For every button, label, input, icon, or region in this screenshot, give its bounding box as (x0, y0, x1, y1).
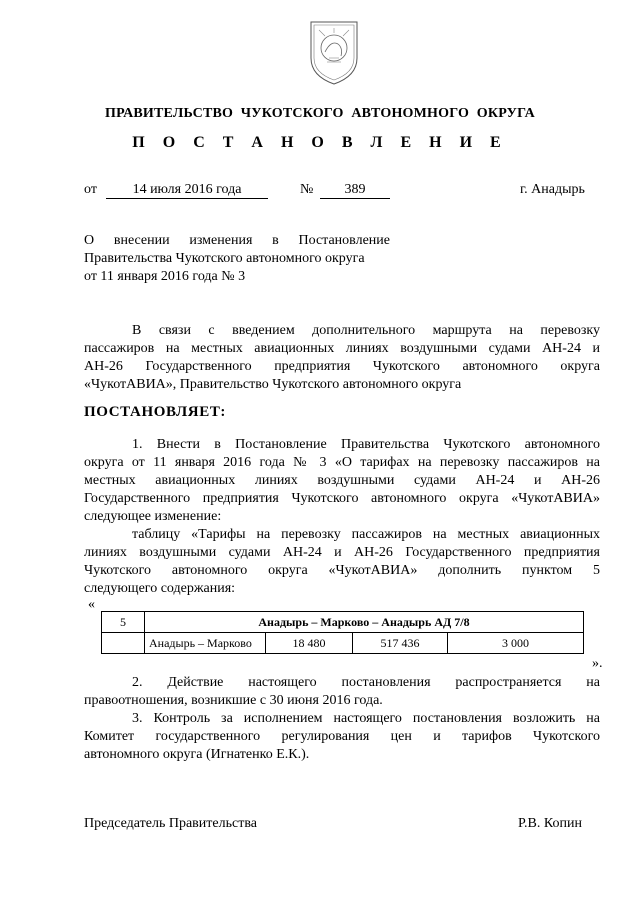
government-title: ПРАВИТЕЛЬСТВО ЧУКОТСКОГО АВТОНОМНОГО ОКРУГА (105, 106, 535, 121)
text-line: местных авиационных линиях воздушными судами АН-24 и АН-26 (84, 473, 600, 488)
document-subject (84, 232, 390, 286)
value-cell: 18 480 (266, 633, 353, 654)
signatory-position: Председатель Правительства (84, 816, 257, 831)
text-line: 2. Действие настоящего постановления распространяется на (132, 675, 600, 690)
segment-cell: Анадырь – Марково (145, 633, 266, 654)
text-line: 3. Контроль за исполнением настоящего постановления возложить на (132, 711, 600, 726)
item-1-paragraph (84, 436, 600, 598)
text-line: следующего содержания: (84, 581, 236, 596)
tariff-table (101, 611, 584, 654)
text-line: следующее изменение: (84, 509, 222, 524)
route-header-cell: Анадырь – Марково – Анадырь АД 7/8 (145, 612, 584, 633)
preamble-paragraph (84, 322, 600, 394)
document-date: 14 июля 2016 года (106, 182, 268, 199)
document-place: г. Анадырь (520, 182, 585, 197)
date-prefix: от (84, 182, 97, 197)
coat-of-arms-emblem (305, 18, 363, 86)
text-line: Государственного предприятия Чукотского автономного округа «ЧукотАВИА» (84, 491, 600, 506)
document-number: 389 (320, 182, 390, 199)
quote-open: « (88, 597, 95, 612)
item-2-paragraph (84, 674, 600, 710)
text-line: пассажиров на местных авиационных линиях воздушными судами АН-24 и (84, 341, 600, 356)
text-line: линиях воздушными судами АН-24 и АН-26 Государственного предприятия (84, 545, 600, 560)
document-meta-row (84, 182, 596, 202)
text-line: 1. Внести в Постановление Правительства Чукотского автономного (132, 437, 600, 452)
text-line: таблицу «Тарифы на перевозку пассажиров на местных авиационных (132, 527, 600, 542)
text-line: Комитет государственного регулирования цен и тарифов Чукотского (84, 729, 600, 744)
subject-line: О внесении изменения в Постановление (84, 233, 390, 248)
item-3-paragraph (84, 710, 600, 764)
text-line: АН-26 Государственного предприятия Чукотского автономного округа (84, 359, 600, 374)
subject-line: Правительства Чукотского автономного округа (84, 251, 365, 266)
subject-line: от 11 января 2016 года № 3 (84, 269, 246, 284)
value-cell: 517 436 (353, 633, 448, 654)
text-line: автономного округа (Игнатенко Е.К.). (84, 747, 310, 762)
text-line: округа от 11 января 2016 года № 3 «О тарифах на перевозку пассажиров на (84, 455, 600, 470)
decree-heading: ПОСТАНОВЛЯЕТ: (84, 404, 227, 420)
text-line: Чукотского автономного округа «ЧукотАВИА» дополнить пунктом 5 (84, 563, 600, 578)
text-line: «ЧукотАВИА», Правительство Чукотского автономного округа (84, 377, 462, 392)
quote-close: ». (592, 656, 603, 671)
empty-cell (102, 633, 145, 654)
table-row (102, 633, 584, 654)
table-row (102, 612, 584, 633)
row-number-cell: 5 (102, 612, 145, 633)
text-line: правоотношения, возникшие с 30 июня 2016 года. (84, 693, 383, 708)
text-line: В связи с введением дополнительного маршрута на перевозку (132, 323, 600, 338)
document-type: П О С Т А Н О В Л Е Н И Е (132, 134, 508, 151)
signatory-name: Р.В. Копин (518, 816, 582, 831)
number-prefix: № (300, 182, 314, 197)
value-cell: 3 000 (448, 633, 584, 654)
